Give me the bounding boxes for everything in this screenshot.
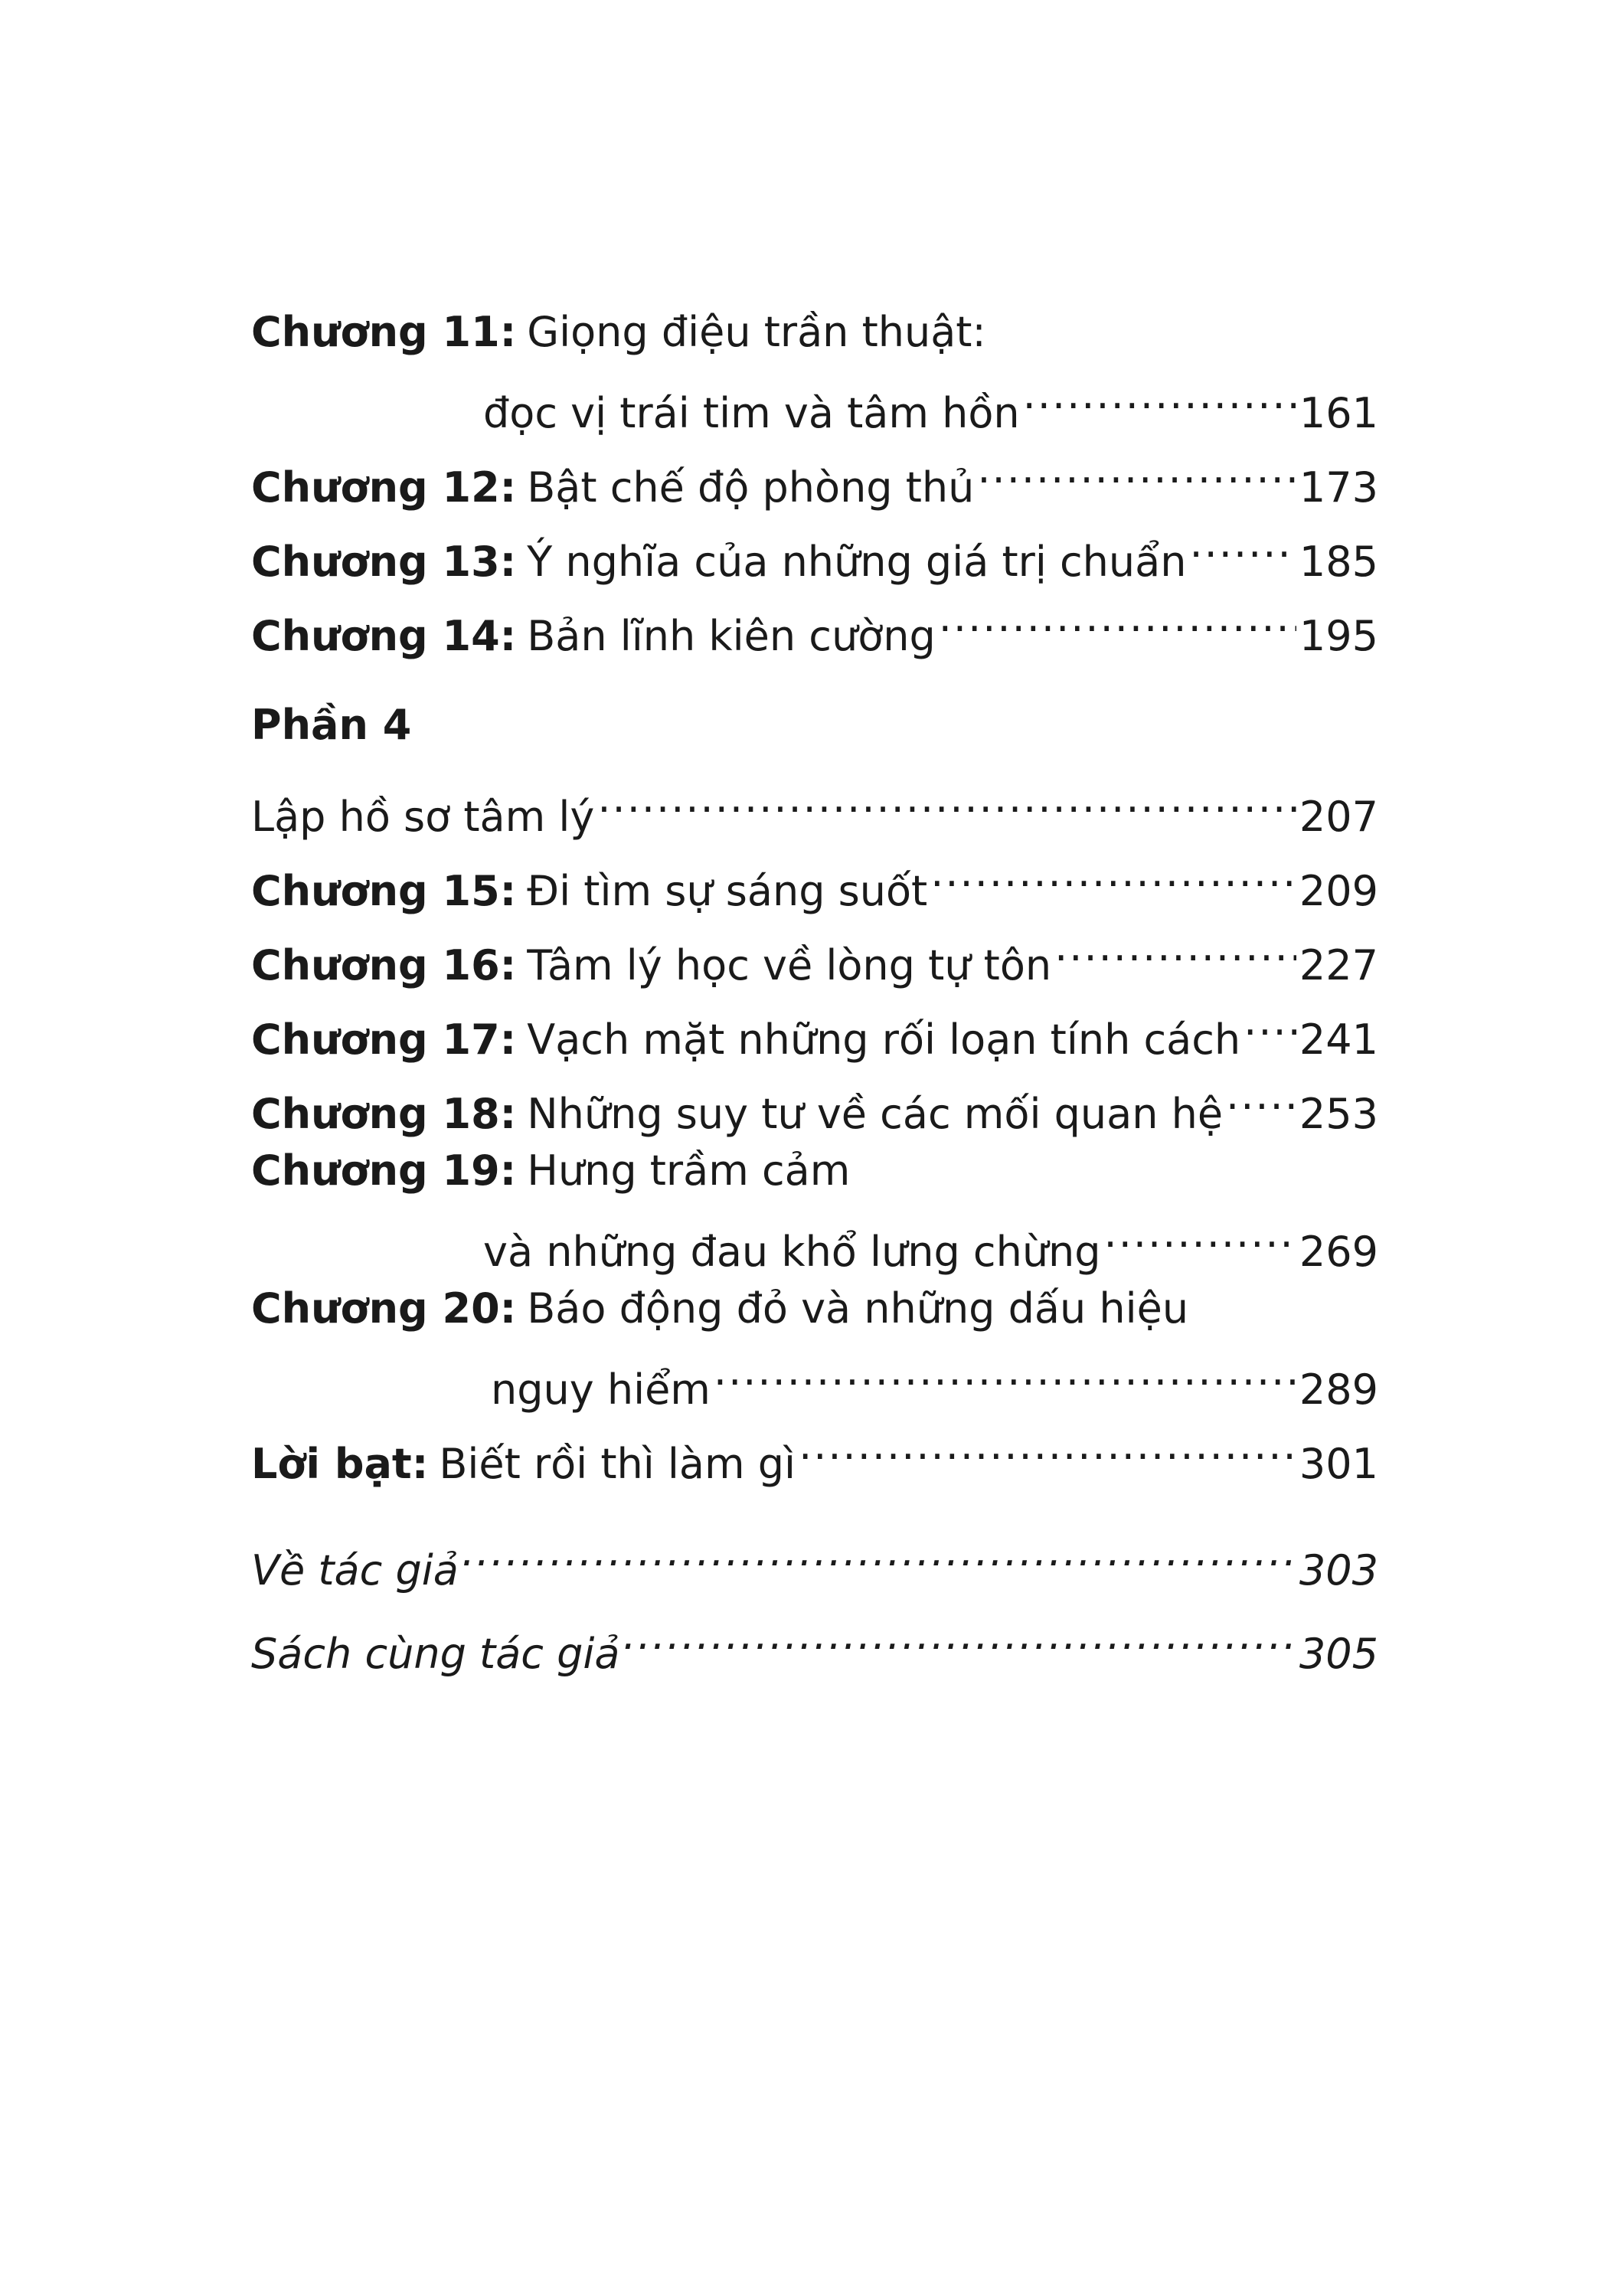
afterword-label: Lời bạt: — [251, 1440, 429, 1488]
dot-leader — [1104, 1202, 1296, 1266]
chapter-label: Chương 11: — [251, 308, 517, 356]
page-number: 207 — [1299, 793, 1378, 841]
chapter-label: Chương 14: — [251, 612, 517, 660]
dot-leader — [1189, 512, 1296, 576]
page-number: 241 — [1299, 1016, 1378, 1064]
entry-title: Về tác giả — [251, 1546, 459, 1594]
toc-entry-chapter-13 — [251, 512, 1378, 586]
toc-entry-chapter-16 — [251, 916, 1378, 989]
dot-leader — [462, 1521, 1296, 1585]
dot-leader — [939, 587, 1296, 650]
dot-leader — [799, 1415, 1296, 1478]
toc-entry-chapter-14 — [251, 587, 1378, 660]
page-number: 269 — [1299, 1228, 1378, 1276]
entry-title: Lập hồ sơ tâm lý — [251, 793, 595, 841]
chapter-label: Chương 13: — [251, 538, 517, 586]
dot-leader — [1244, 990, 1296, 1054]
toc-entry-chapter-12 — [251, 438, 1378, 512]
chapter-title: Ý nghĩa của những giá trị chuẩn — [527, 538, 1187, 586]
page-number: 161 — [1299, 389, 1378, 437]
toc-extras — [251, 1521, 1378, 1678]
entry-title: Sách cùng tác giả — [251, 1630, 620, 1678]
page-number: 173 — [1299, 463, 1378, 512]
chapter-title: Những suy tư về các mối quan hệ — [527, 1090, 1224, 1138]
dot-leader — [597, 767, 1296, 831]
part-heading: Phần 4 — [251, 701, 412, 749]
toc-entry-chapter-15 — [251, 842, 1378, 915]
dot-leader — [1226, 1065, 1296, 1128]
chapter-title-line1: Giọng điệu trần thuật: — [527, 308, 986, 356]
toc-entry-chapter-20 — [251, 1277, 1378, 1414]
page-number: 289 — [1299, 1365, 1378, 1414]
page-number: 303 — [1299, 1546, 1378, 1594]
toc-entry-chapter-19 — [251, 1139, 1378, 1276]
chapter-label: Chương 12: — [251, 463, 517, 512]
chapter-title: Tâm lý học về lòng tự tôn — [527, 941, 1052, 989]
toc-entry-books-by-author — [251, 1604, 1378, 1678]
page-number: 209 — [1299, 867, 1378, 915]
chapter-label: Chương 17: — [251, 1016, 517, 1064]
page-number: 227 — [1299, 941, 1378, 989]
table-of-contents — [251, 300, 1378, 1688]
chapter-label: Chương 18: — [251, 1090, 517, 1138]
chapter-title: Vạch mặt những rối loạn tính cách — [527, 1016, 1241, 1064]
chapter-title-line1: Báo động đỏ và những dấu hiệu — [527, 1284, 1189, 1333]
chapter-label: Chương 20: — [251, 1284, 517, 1333]
page-number: 305 — [1299, 1630, 1378, 1678]
chapter-title-line2: đọc vị trái tim và tâm hồn — [483, 389, 1020, 437]
page-number: 301 — [1299, 1440, 1378, 1488]
chapter-title-line2: và những đau khổ lưng chừng — [483, 1228, 1101, 1276]
dot-leader — [1054, 916, 1296, 980]
chapter-title-line1: Hưng trầm cảm — [527, 1146, 851, 1195]
dot-leader — [1023, 364, 1296, 427]
page-number: 195 — [1299, 612, 1378, 660]
page-number: 253 — [1299, 1090, 1378, 1138]
dot-leader — [977, 438, 1296, 502]
chapter-label: Chương 19: — [251, 1146, 517, 1195]
chapter-title: Bản lĩnh kiên cường — [527, 612, 936, 660]
toc-entry-about-author — [251, 1521, 1378, 1594]
toc-entry-part-intro — [251, 767, 1378, 841]
chapter-label: Chương 15: — [251, 867, 517, 915]
toc-entry-chapter-17 — [251, 990, 1378, 1064]
dot-leader — [930, 842, 1296, 905]
chapter-title-line2: nguy hiểm — [491, 1365, 711, 1414]
chapter-label: Chương 16: — [251, 941, 517, 989]
toc-entry-afterword — [251, 1415, 1378, 1488]
toc-entry-chapter-18 — [251, 1065, 1378, 1138]
chapter-title: Bật chế độ phòng thủ — [527, 463, 975, 512]
toc-entry-chapter-11 — [251, 300, 1378, 437]
dot-leader — [623, 1604, 1296, 1668]
afterword-title: Biết rồi thì làm gì — [439, 1440, 796, 1488]
dot-leader — [714, 1340, 1296, 1404]
page-number: 185 — [1299, 538, 1378, 586]
chapter-title: Đi tìm sự sáng suốt — [527, 867, 928, 915]
